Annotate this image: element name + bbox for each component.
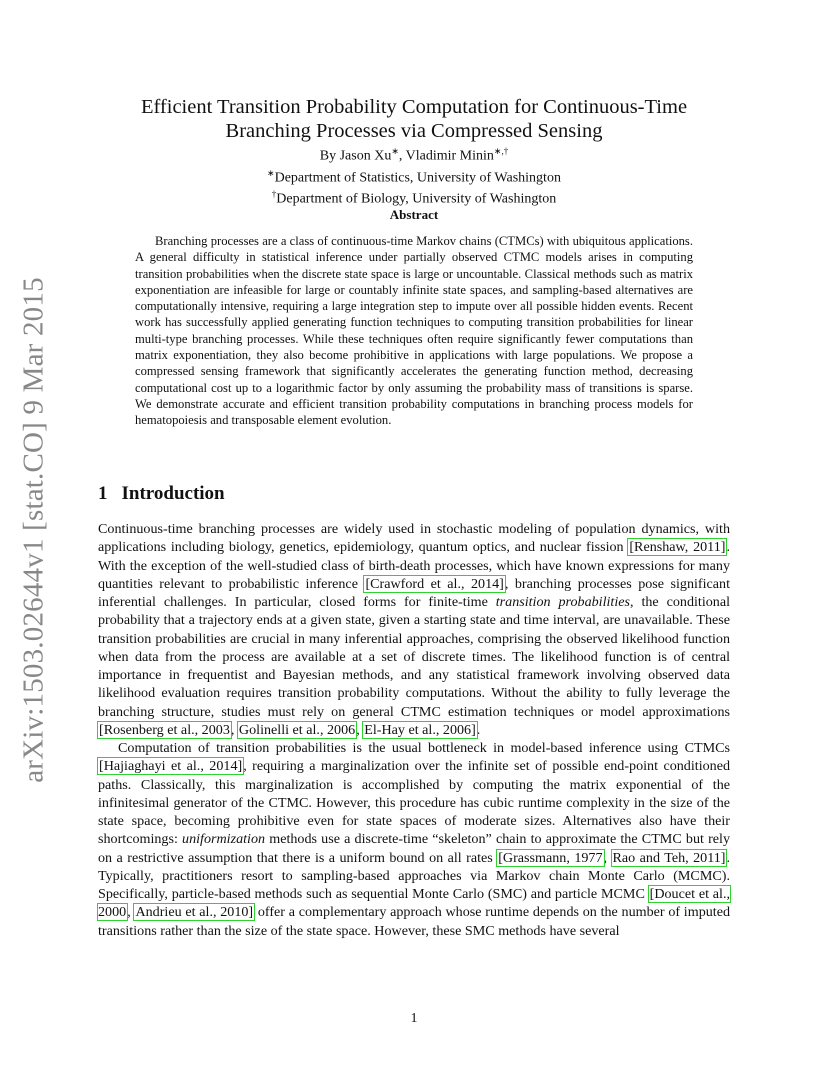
arxiv-identifier-text: arXiv:1503.02644v1 [stat.CO] 9 Mar 2015 bbox=[17, 277, 50, 783]
author-block bbox=[0, 143, 828, 208]
affiliation-2 bbox=[0, 186, 828, 208]
arxiv-identifier bbox=[14, 277, 54, 783]
affiliation-1-mark: ∗ bbox=[267, 167, 275, 178]
paragraph-1 bbox=[98, 520, 730, 739]
citation-link[interactable]: Golinelli et al., 2006 bbox=[238, 721, 356, 738]
p2-text-5: offer a complementary approach whose runtime depends on the number of imputed transitions rather than the size of the state space. However, these SMC methods have several bbox=[98, 904, 730, 939]
affiliation-2-text: Department of Biology, University of Washington bbox=[276, 191, 557, 207]
p1-emphasis: transition probabilities bbox=[495, 594, 631, 610]
author-1: Jason Xu bbox=[339, 148, 392, 164]
citation-separator: , bbox=[127, 904, 135, 921]
affiliation-2-mark: † bbox=[271, 189, 277, 200]
body-text bbox=[98, 520, 730, 940]
author-2-mark: ∗,† bbox=[493, 146, 509, 156]
p1-text-2: . With the exception of the well-studied class of birth-death processes, which have known expressions for many quantities relevant to probabilistic inference bbox=[98, 539, 730, 592]
abstract-heading: Abstract bbox=[389, 207, 439, 222]
author-prefix: By bbox=[319, 148, 340, 164]
citation-link[interactable]: [Rosenberg et al., 2003 bbox=[99, 721, 230, 738]
citation-link[interactable]: [Hajiaghayi et al., 2014] bbox=[99, 758, 243, 775]
p2-text-2: , requiring a marginalization over the infinite set of possible end-point conditioned paths. Classically, this marginalization is accomplished by computing the matrix exponential of the infinitesimal generator of the CTMC. However, this procedure has cubic runtime complexity in the size of the state space, becoming prohibitive even for state spaces of moderate sizes. Alternatives also have their shortcomings: bbox=[98, 758, 730, 848]
citation-link[interactable]: Andrieu et al., 2010] bbox=[135, 904, 254, 921]
p1-text-3: , branching processes pose significant inferential challenges. In particular, closed forms for finite-time bbox=[98, 575, 730, 610]
section-heading bbox=[98, 483, 225, 505]
citation-separator: , bbox=[603, 849, 612, 866]
title-line-1: Efficient Transition Probability Computation for Continuous-Time bbox=[140, 96, 688, 118]
author-1-mark: ∗ bbox=[391, 146, 399, 156]
citation-separator: , bbox=[356, 721, 364, 738]
citation-separator: , bbox=[230, 721, 238, 738]
p2-text-1: Computation of transition probabilities is the usual bottleneck in model-based inference using CTMCs bbox=[118, 740, 730, 756]
p1-text-5: . bbox=[476, 721, 481, 738]
citation-link[interactable]: El-Hay et al., 2006] bbox=[364, 721, 476, 738]
p1-text-1: Continuous-time branching processes are widely used in stochastic modeling of population dynamics, with applications including biology, genetics, epidemiology, quantum optics, and nuclear fission bbox=[98, 521, 730, 556]
section-title: Introduction bbox=[121, 483, 225, 504]
affiliation-1 bbox=[0, 165, 828, 187]
paragraph-2 bbox=[98, 739, 730, 940]
p2-text-3: methods use a discrete-time “skeleton” chain to approximate the CTMC but rely on a restrictive assumption that there is a uniform bound on all rates bbox=[98, 831, 730, 866]
abstract-text: Branching processes are a class of continuous-time Markov chains (CTMCs) with ubiquitous applications. A general difficulty in statistical inference under partially observed CTMC models arises in computing transition probabilities when the discrete state space is large or uncountable. Classical methods such as matrix exponentiation are infeasible for large or countably infinite state spaces, and sampling-based alternatives are computationally intensive, requiring a large integration step to impute over all possible hidden events. Recent work has successfully applied generating function techniques to computing transition probabilities for linear multi-type branching processes. While these techniques often require significantly fewer computations than matrix exponentiation, they also become prohibitive in applications with large populations. We propose a compressed sensing framework that significantly accelerates the generating function method, decreasing computational cost up to a logarithmic factor by only assuming the probability mass of transitions is sparse. We demonstrate accurate and efficient transition probability computations in branching process models for hematopoiesis and transposable element evolution. bbox=[135, 234, 693, 428]
citation-link[interactable]: [Doucet et al., 2000 bbox=[98, 886, 730, 921]
section-number: 1 bbox=[98, 483, 108, 504]
page-number: 1 bbox=[410, 1011, 418, 1026]
author-2: Vladimir Minin bbox=[405, 148, 494, 164]
p1-text-4: , the conditional probability that a trajectory ends at a given state, given a starting state and time interval, are unavailable. These transition probabilities are crucial in many inferential approaches, comprising the observed likelihood function when data from the process are available at a set of discrete times. The likelihood function is of central importance in frequentist and Bayesian methods, and any statistical framework involving observed data likelihood evaluation requires transition probability computations. Without the ability to fully leverage the branching structure, studies must rely on general CTMC estimation techniques or model approximations bbox=[98, 594, 730, 720]
citation-link[interactable]: [Crawford et al., 2014] bbox=[365, 575, 504, 592]
citation-link[interactable]: [Renshaw, 2011] bbox=[629, 539, 726, 556]
author-line bbox=[0, 143, 828, 165]
citation-link[interactable]: [Grassmann, 1977 bbox=[498, 849, 603, 866]
affiliation-1-text: Department of Statistics, University of Washington bbox=[274, 170, 561, 186]
paper-title bbox=[0, 95, 828, 143]
title-line-2: Branching Processes via Compressed Sensing bbox=[225, 120, 603, 142]
citation-link[interactable]: Rao and Teh, 2011] bbox=[612, 849, 726, 866]
p2-text-4: . Typically, practitioners resort to sampling-based approaches via Markov chain Monte Carlo (MCMC). Specifically, particle-based methods such as sequential Monte Carlo (SMC) and particle MCMC bbox=[98, 849, 731, 902]
author-separator: , bbox=[398, 148, 406, 164]
p2-emphasis: uniformization bbox=[182, 831, 266, 848]
